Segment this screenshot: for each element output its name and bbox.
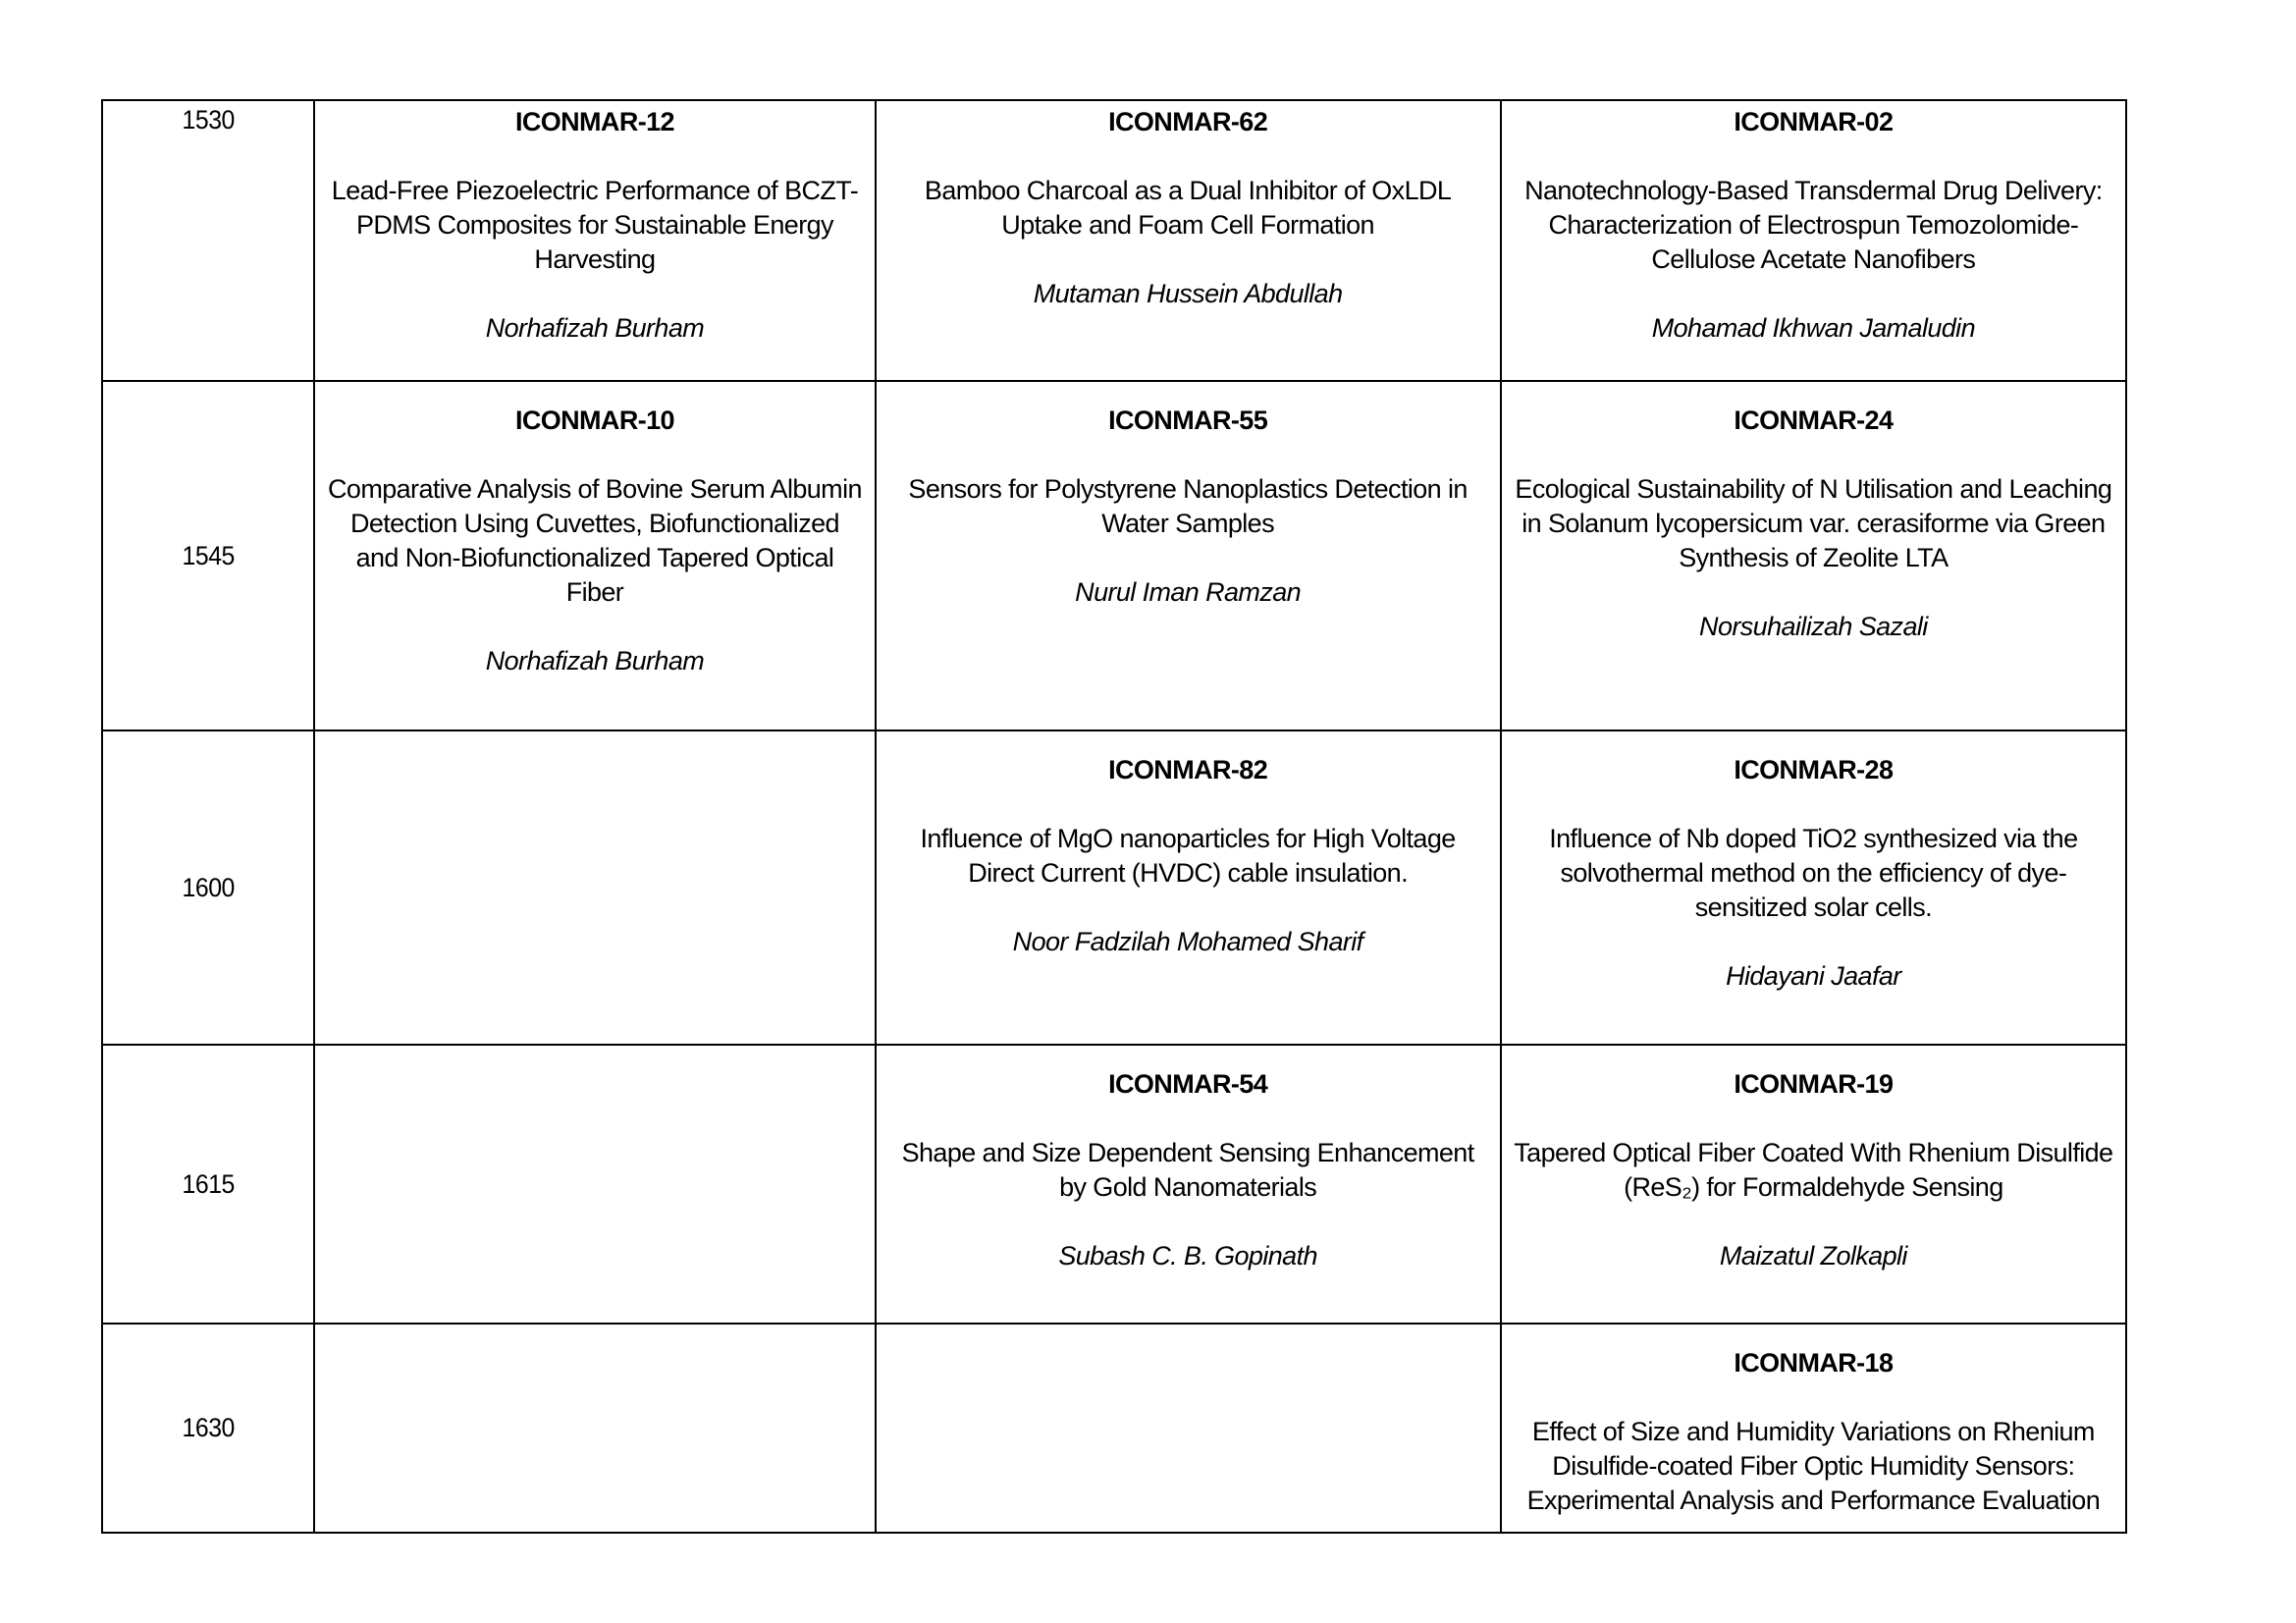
time-label: 1545	[182, 540, 235, 570]
session-cell	[1501, 381, 2126, 730]
paper-title: Lead-Free Piezoelectric Performance of BCZT-PDMS Composites for Sustainable Energy Harvesting	[331, 176, 859, 274]
empty-session-cell	[314, 730, 875, 1045]
session-cell	[1501, 1045, 2126, 1324]
paper-code: ICONMAR-54	[1108, 1069, 1268, 1099]
table-row	[102, 100, 2126, 381]
paper-title: Tapered Optical Fiber Coated With Rhenium Disulfide (ReS₂) for Formaldehyde Sensing	[1514, 1138, 2113, 1202]
paper-author: Mutaman Hussein Abdullah	[1033, 279, 1343, 308]
paper-author: Norhafizah Burham	[485, 313, 705, 343]
paper-author: Norsuhailizah Sazali	[1699, 612, 1928, 641]
time-cell	[102, 1324, 314, 1533]
time-cell	[102, 381, 314, 730]
paper-code: ICONMAR-62	[1108, 107, 1268, 136]
time-label: 1600	[182, 872, 235, 902]
session-cell	[876, 1045, 1501, 1324]
session-cell	[314, 100, 875, 381]
paper-code: ICONMAR-02	[1734, 107, 1894, 136]
paper-author: Norhafizah Burham	[485, 646, 705, 676]
paper-title: Nanotechnology-Based Transdermal Drug Delivery: Characterization of Electrospun Temozolomide-Cellulose Acetate Nanofibers	[1524, 176, 2103, 274]
session-cell	[876, 381, 1501, 730]
session-cell	[1501, 1324, 2126, 1533]
paper-author: Hidayani Jaafar	[1726, 961, 1901, 991]
paper-title: Bamboo Charcoal as a Dual Inhibitor of OxLDL Uptake and Foam Cell Formation	[924, 176, 1452, 240]
paper-author: Subash C. B. Gopinath	[1058, 1241, 1317, 1271]
paper-title: Effect of Size and Humidity Variations on Rhenium Disulfide-coated Fiber Optic Humidity Sensors: Experimental Analysis and Performance Evaluation	[1526, 1417, 2101, 1515]
paper-code: ICONMAR-24	[1734, 406, 1894, 435]
paper-code: ICONMAR-19	[1734, 1069, 1894, 1099]
table-row	[102, 730, 2126, 1045]
empty-session-cell	[314, 1045, 875, 1324]
session-schedule-table	[101, 99, 2127, 1534]
paper-author: Nurul Iman Ramzan	[1075, 577, 1302, 607]
paper-code: ICONMAR-28	[1734, 755, 1894, 784]
session-cell	[1501, 100, 2126, 381]
table-row	[102, 381, 2126, 730]
paper-code: ICONMAR-18	[1734, 1348, 1894, 1378]
table-row	[102, 1324, 2126, 1533]
time-label: 1615	[182, 1168, 235, 1199]
paper-title: Comparative Analysis of Bovine Serum Albumin Detection Using Cuvettes, Biofunctionalized and Non-Biofunctionalized Tapered Optical Fiber	[328, 474, 862, 607]
time-label: 1630	[182, 1413, 235, 1442]
table-row	[102, 1045, 2126, 1324]
session-cell	[876, 100, 1501, 381]
session-cell	[876, 730, 1501, 1045]
paper-code: ICONMAR-10	[514, 406, 674, 435]
paper-title: Influence of Nb doped TiO2 synthesized via the solvothermal method on the efficiency of dye-sensitized solar cells.	[1549, 824, 2078, 922]
paper-code: ICONMAR-55	[1108, 406, 1268, 435]
paper-code: ICONMAR-82	[1108, 755, 1268, 784]
paper-title: Sensors for Polystyrene Nanoplastics Detection in Water Samples	[908, 474, 1468, 538]
time-label: 1530	[182, 105, 235, 135]
paper-title: Ecological Sustainability of N Utilisation and Leaching in Solanum lycopersicum var. cerasiforme via Green Synthesis of Zeolite LTA	[1515, 474, 2112, 572]
time-cell	[102, 100, 314, 381]
session-cell	[1501, 730, 2126, 1045]
paper-title: Shape and Size Dependent Sensing Enhancement by Gold Nanomaterials	[901, 1138, 1474, 1202]
paper-author: Noor Fadzilah Mohamed Sharif	[1012, 927, 1363, 956]
empty-session-cell	[876, 1324, 1501, 1533]
time-cell	[102, 1045, 314, 1324]
time-cell	[102, 730, 314, 1045]
paper-author: Maizatul Zolkapli	[1719, 1241, 1907, 1271]
session-cell	[314, 381, 875, 730]
paper-code: ICONMAR-12	[514, 107, 674, 136]
paper-author: Mohamad Ikhwan Jamaludin	[1651, 313, 1976, 343]
empty-session-cell	[314, 1324, 875, 1533]
paper-title: Influence of MgO nanoparticles for High Voltage Direct Current (HVDC) cable insulation.	[920, 824, 1456, 888]
